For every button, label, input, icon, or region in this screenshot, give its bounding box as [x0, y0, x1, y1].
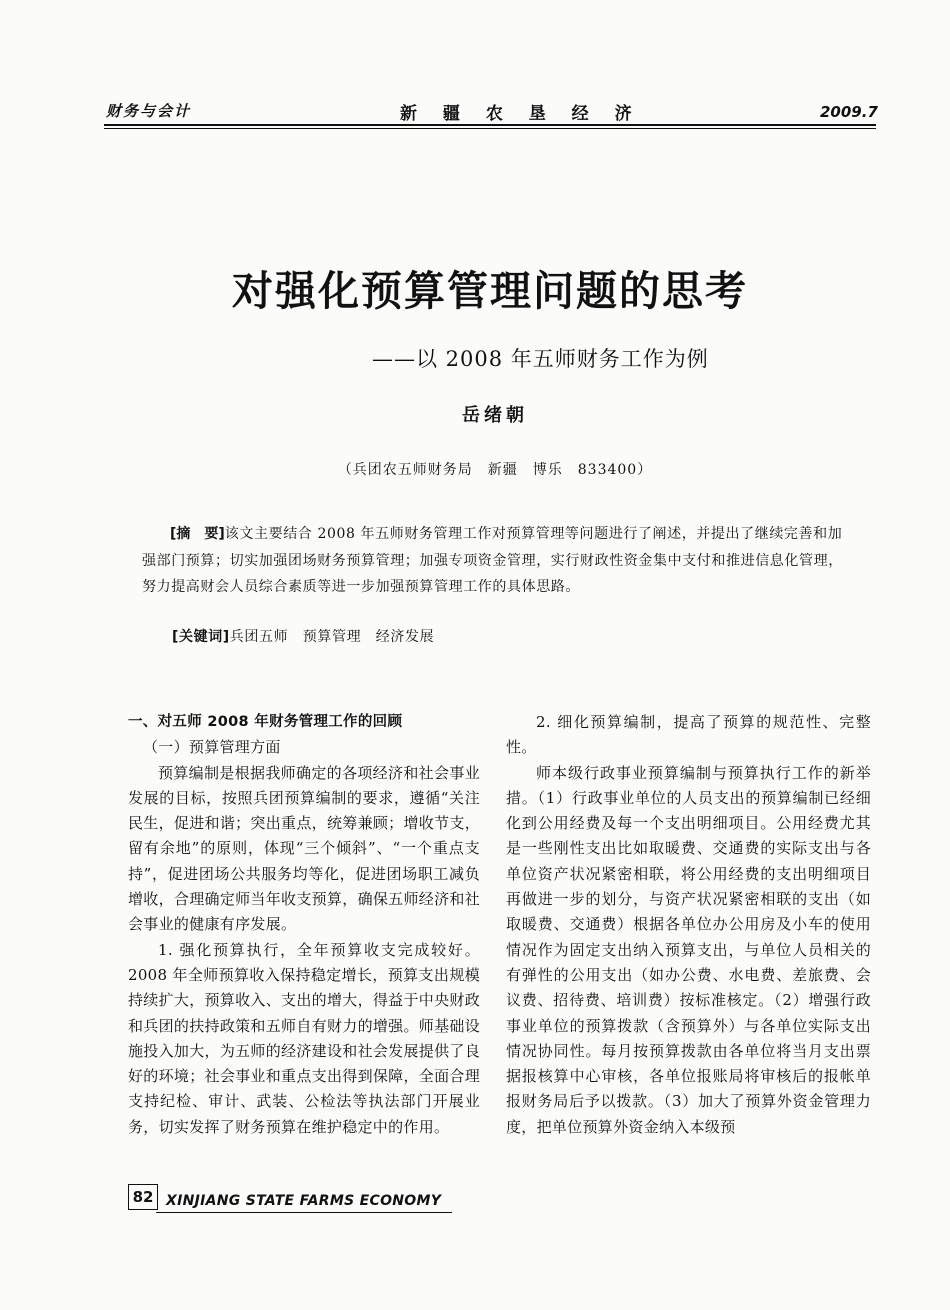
- abstract-text: 该文主要结合 2008 年五师财务管理工作对预算管理等问题进行了阐述，并提出了继续完善和加强部门预算；切实加强团场财务预算管理；加强专项资金管理，实行财政性资金集中支付和推进信息化管理，努力提高财会人员综合素质等进一步加强预算管理工作的具体思路。: [142, 526, 843, 595]
- footer-rule: [156, 1212, 452, 1213]
- article-author: 岳绪朝: [462, 405, 528, 426]
- article-title: 对强化预算管理问题的思考: [232, 267, 748, 315]
- keywords-text: 兵团五师 预算管理 经济发展: [229, 629, 435, 645]
- body-paragraph: 预算编制是根据我师确定的各项经济和社会事业发展的目标，按照兵团预算编制的要求，遵循“关注民生，促进和谐；突出重点，统筹兼顾；增收节支，留有余地”的原则，体现“三个倾斜”、“一个重点支持”，促进团场公共服务均等化，促进团场职工减负增收，合理确定师当年收支预算，确保五师经济和社会事业的健康有序发展。: [128, 763, 480, 934]
- header-rule-thin: [104, 128, 876, 129]
- header-rule: [104, 124, 876, 126]
- header-section-label: 财务与会计: [106, 102, 192, 120]
- abstract-label: [摘 要]: [170, 526, 225, 542]
- body-paragraph: 师本级行政事业预算编制与预算执行工作的新举措。（1）行政事业单位的人员支出的预算编制已经细化到公用经费及每一个支出明细项目。公用经费尤其是一些刚性支出比如取暖费、交通费的实际支出与各单位资产状况紧密相联，将公用经费的支出明细项目再做进一步的划分，与资产状况紧密相联的支出（如取暖费、交通费）根据各单位办公用房及小车的使用情况作为固定支出纳入预算支出，与单位人员相关的有弹性的公用支出（如办公费、水电费、差旅费、会议费、招待费、培训费）按标准核定。（2）增强行政事业单位的预算拨款（含预算外）与各单位实际支出情况协同性。每月按预算拨款由各单位将当月支出票据报核算中心审核，各单位报账局将审核后的报帐单报财务局后予以拨款。（3）加大了预算外资金管理力度，把单位预算外资金纳入本级预: [506, 763, 871, 1136]
- header-issue: 2009.7: [820, 103, 878, 121]
- right-column: [506, 710, 871, 1140]
- author-affiliation: （兵团农五师财务局 新疆 博乐 833400）: [337, 462, 653, 478]
- keywords-label: [关键词]: [172, 629, 230, 645]
- article-subtitle: ——以 2008 年五师财务工作为例: [372, 347, 709, 371]
- subsection-heading: （一）预算管理方面: [143, 738, 281, 757]
- page-number: 82: [128, 1184, 158, 1210]
- body-paragraph: 1. 强化预算执行，全年预算收支完成较好。2008 年全师预算收入保持稳定增长，预算支出规模持续扩大，预算收入、支出的增大，得益于中央财政和兵团的扶持政策和五师自有财力的增强。师基础设施投入加大，为五师的经济建设和社会发展提供了良好的环境；社会事业和重点支出得到保障，全面合理支持纪检、审计、武装、公检法等执法部门开展业务，切实发挥了财务预算在维护稳定中的作用。: [128, 940, 480, 1136]
- footer-journal-name: XINJIANG STATE FARMS ECONOMY: [166, 1193, 442, 1209]
- body-paragraph: 2. 细化预算编制，提高了预算的规范性、完整性。: [506, 713, 871, 757]
- abstract: [142, 521, 844, 601]
- header-journal-name: 新 疆 农 垦 经 济: [400, 104, 642, 124]
- left-column: [128, 710, 480, 1140]
- keywords: [172, 626, 434, 646]
- section-heading: 一、对五师 2008 年财务管理工作的回顾: [128, 714, 403, 730]
